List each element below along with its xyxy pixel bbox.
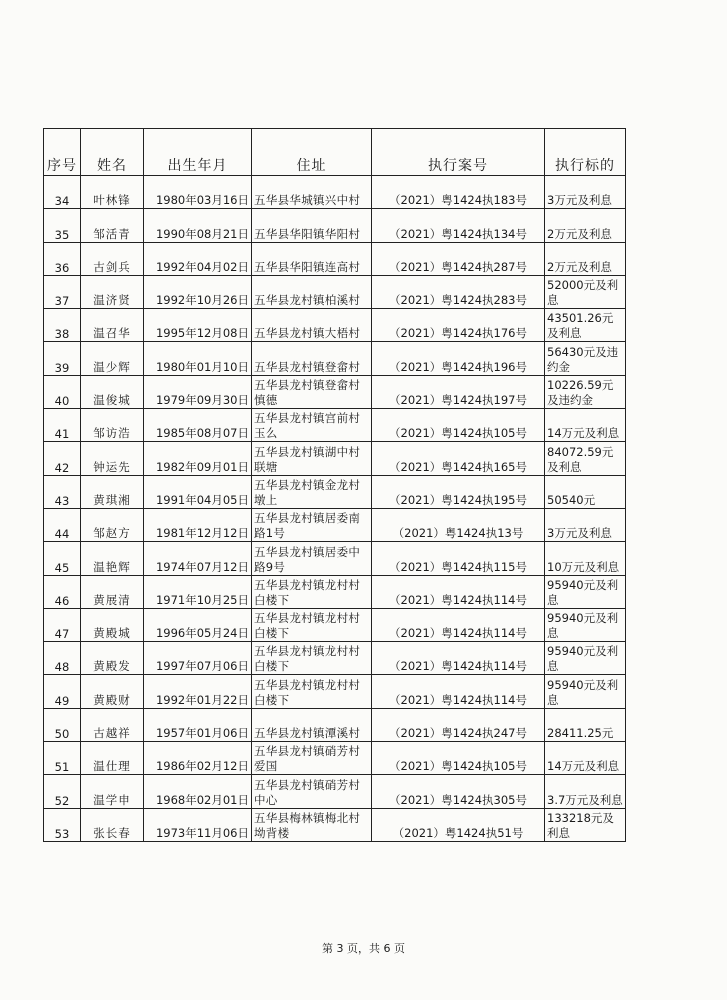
page-footer: 第 3 页，共 6 页: [322, 942, 405, 955]
table-row: [44, 242, 626, 275]
table-row: [44, 176, 626, 209]
row-name: 古越祥: [81, 708, 144, 741]
row-seq: 43: [44, 475, 81, 508]
row-address: 五华县龙村镇登畲村: [252, 342, 372, 375]
row-name: 黄殿发: [81, 642, 144, 675]
row-dob: 1971年10月25日: [144, 575, 252, 608]
row-amount: 95940元及利息: [545, 608, 626, 641]
table-row: [44, 309, 626, 342]
row-case-number: （2021）粤1424执195号: [372, 475, 545, 508]
row-dob: 1981年12月12日: [144, 508, 252, 541]
header-dob: 出生年月: [144, 129, 252, 176]
row-name: 古剑兵: [81, 242, 144, 275]
header-seq: 序号: [44, 129, 81, 176]
row-address: 五华县龙村镇宫前村玉么: [252, 409, 372, 442]
row-seq: 48: [44, 642, 81, 675]
row-seq: 40: [44, 375, 81, 408]
row-dob: 1996年05月24日: [144, 608, 252, 641]
enforcement-table: [43, 128, 626, 842]
row-case-number: （2021）粤1424执105号: [372, 409, 545, 442]
row-address: 五华县华城镇兴中村: [252, 176, 372, 209]
table-row: [44, 375, 626, 408]
table-row: [44, 275, 626, 308]
row-seq: 36: [44, 242, 81, 275]
table-row: [44, 508, 626, 541]
row-address: 五华县龙村镇硝芳村爱国: [252, 742, 372, 775]
row-amount: 84072.59元及利息: [545, 442, 626, 475]
row-address: 五华县华阳镇连高村: [252, 242, 372, 275]
row-name: 钟运先: [81, 442, 144, 475]
row-seq: 42: [44, 442, 81, 475]
row-dob: 1985年08月07日: [144, 409, 252, 442]
row-dob: 1990年08月21日: [144, 209, 252, 242]
table-row: [44, 642, 626, 675]
row-amount: 95940元及利息: [545, 642, 626, 675]
row-case-number: （2021）粤1424执114号: [372, 642, 545, 675]
table-row: [44, 808, 626, 841]
row-case-number: （2021）粤1424执13号: [372, 508, 545, 541]
row-seq: 53: [44, 808, 81, 841]
row-amount: 3万元及利息: [545, 176, 626, 209]
row-seq: 44: [44, 508, 81, 541]
row-case-number: （2021）粤1424执105号: [372, 742, 545, 775]
row-dob: 1992年04月02日: [144, 242, 252, 275]
row-seq: 34: [44, 176, 81, 209]
row-amount: 10万元及利息: [545, 542, 626, 575]
row-case-number: （2021）粤1424执115号: [372, 542, 545, 575]
header-case-number: 执行案号: [372, 129, 545, 176]
table-row: [44, 475, 626, 508]
row-amount: 2万元及利息: [545, 209, 626, 242]
row-dob: 1992年10月26日: [144, 275, 252, 308]
row-name: 温俊城: [81, 375, 144, 408]
row-seq: 52: [44, 775, 81, 808]
row-case-number: （2021）粤1424执176号: [372, 309, 545, 342]
row-name: 张长春: [81, 808, 144, 841]
row-name: 黄展清: [81, 575, 144, 608]
row-address: 五华县龙村镇登畲村慎德: [252, 375, 372, 408]
row-dob: 1980年01月10日: [144, 342, 252, 375]
table-row: [44, 675, 626, 708]
row-address: 五华县龙村镇金龙村墩上: [252, 475, 372, 508]
row-case-number: （2021）粤1424执305号: [372, 775, 545, 808]
row-name: 温学申: [81, 775, 144, 808]
row-dob: 1957年01月06日: [144, 708, 252, 741]
table-header-row: [44, 129, 626, 176]
row-address: 五华县龙村镇龙村村白楼下: [252, 575, 372, 608]
row-seq: 38: [44, 309, 81, 342]
row-address: 五华县梅林镇梅北村坳背楼: [252, 808, 372, 841]
header-amount: 执行标的: [545, 129, 626, 176]
row-dob: 1991年04月05日: [144, 475, 252, 508]
row-name: 黄琪湘: [81, 475, 144, 508]
table-row: [44, 608, 626, 641]
row-seq: 49: [44, 675, 81, 708]
row-dob: 1968年02月01日: [144, 775, 252, 808]
row-case-number: （2021）粤1424执134号: [372, 209, 545, 242]
row-name: 黄殿财: [81, 675, 144, 708]
row-case-number: （2021）粤1424执165号: [372, 442, 545, 475]
row-address: 五华县龙村镇大梧村: [252, 309, 372, 342]
row-amount: 14万元及利息: [545, 409, 626, 442]
row-name: 邹赵方: [81, 508, 144, 541]
row-dob: 1995年12月08日: [144, 309, 252, 342]
row-seq: 41: [44, 409, 81, 442]
row-dob: 1973年11月06日: [144, 808, 252, 841]
row-address: 五华县龙村镇龙村村白楼下: [252, 675, 372, 708]
table-row: [44, 742, 626, 775]
row-dob: 1974年07月12日: [144, 542, 252, 575]
header-address: 住址: [252, 129, 372, 176]
row-seq: 46: [44, 575, 81, 608]
row-address: 五华县龙村镇湖中村联塘: [252, 442, 372, 475]
row-amount: 95940元及利息: [545, 575, 626, 608]
row-case-number: （2021）粤1424执247号: [372, 708, 545, 741]
row-address: 五华县龙村镇龙村村白楼下: [252, 642, 372, 675]
row-case-number: （2021）粤1424执197号: [372, 375, 545, 408]
row-name: 邹访浩: [81, 409, 144, 442]
row-dob: 1997年07月06日: [144, 642, 252, 675]
row-seq: 45: [44, 542, 81, 575]
row-case-number: （2021）粤1424执196号: [372, 342, 545, 375]
row-name: 温仕理: [81, 742, 144, 775]
table-body: [44, 176, 626, 842]
table-row: [44, 442, 626, 475]
row-case-number: （2021）粤1424执51号: [372, 808, 545, 841]
row-name: 温艳辉: [81, 542, 144, 575]
row-address: 五华县龙村镇潭溪村: [252, 708, 372, 741]
row-dob: 1992年01月22日: [144, 675, 252, 708]
row-name: 温济贤: [81, 275, 144, 308]
row-case-number: （2021）粤1424执287号: [372, 242, 545, 275]
table-row: [44, 209, 626, 242]
row-amount: 52000元及利息: [545, 275, 626, 308]
row-case-number: （2021）粤1424执114号: [372, 608, 545, 641]
row-address: 五华县龙村镇硝芳村中心: [252, 775, 372, 808]
row-dob: 1979年09月30日: [144, 375, 252, 408]
row-amount: 95940元及利息: [545, 675, 626, 708]
row-name: 邹活青: [81, 209, 144, 242]
row-case-number: （2021）粤1424执183号: [372, 176, 545, 209]
row-amount: 56430元及违约金: [545, 342, 626, 375]
table-row: [44, 542, 626, 575]
row-amount: 3.7万元及利息: [545, 775, 626, 808]
header-name: 姓名: [81, 129, 144, 176]
table-row: [44, 775, 626, 808]
table-row: [44, 342, 626, 375]
row-case-number: （2021）粤1424执114号: [372, 675, 545, 708]
row-address: 五华县龙村镇居委南路1号: [252, 508, 372, 541]
table-row: [44, 409, 626, 442]
row-name: 叶林锋: [81, 176, 144, 209]
row-address: 五华县龙村镇柏溪村: [252, 275, 372, 308]
row-dob: 1982年09月01日: [144, 442, 252, 475]
row-amount: 3万元及利息: [545, 508, 626, 541]
row-address: 五华县龙村镇龙村村白楼下: [252, 608, 372, 641]
row-amount: 28411.25元: [545, 708, 626, 741]
row-dob: 1986年02月12日: [144, 742, 252, 775]
row-amount: 10226.59元及违约金: [545, 375, 626, 408]
row-amount: 14万元及利息: [545, 742, 626, 775]
row-amount: 50540元: [545, 475, 626, 508]
row-name: 温召华: [81, 309, 144, 342]
row-name: 黄殿城: [81, 608, 144, 641]
row-amount: 43501.26元及利息: [545, 309, 626, 342]
table-row: [44, 575, 626, 608]
row-name: 温少辉: [81, 342, 144, 375]
row-case-number: （2021）粤1424执114号: [372, 575, 545, 608]
row-amount: 2万元及利息: [545, 242, 626, 275]
row-address: 五华县龙村镇居委中路9号: [252, 542, 372, 575]
table-row: [44, 708, 626, 741]
row-address: 五华县华阳镇华阳村: [252, 209, 372, 242]
row-case-number: （2021）粤1424执283号: [372, 275, 545, 308]
row-seq: 51: [44, 742, 81, 775]
row-seq: 37: [44, 275, 81, 308]
row-seq: 47: [44, 608, 81, 641]
row-dob: 1980年03月16日: [144, 176, 252, 209]
row-amount: 133218元及利息: [545, 808, 626, 841]
row-seq: 35: [44, 209, 81, 242]
row-seq: 50: [44, 708, 81, 741]
row-seq: 39: [44, 342, 81, 375]
